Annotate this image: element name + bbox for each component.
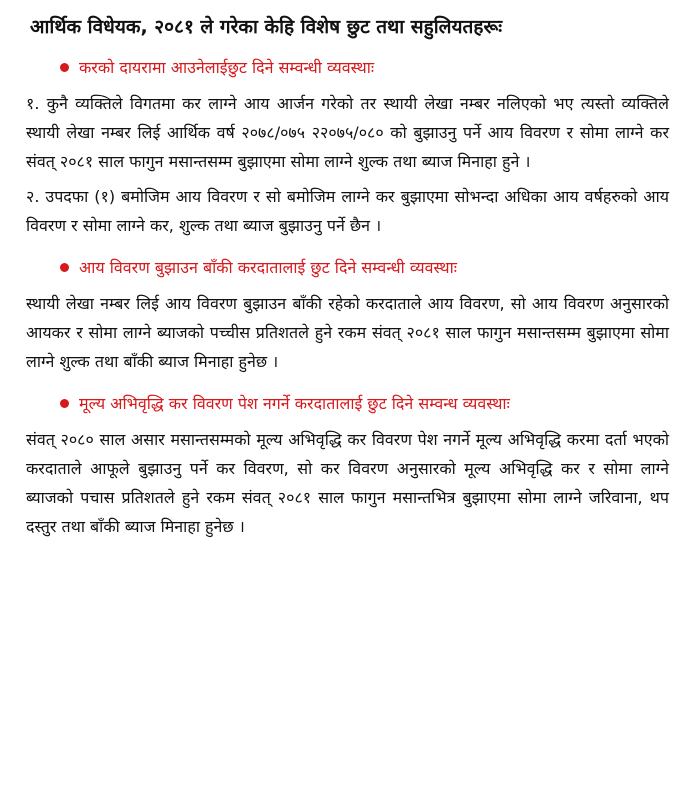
bullet-icon (60, 263, 69, 272)
paragraph: स्थायी लेखा नम्बर लिई आय विवरण बुझाउन बाँकी रहेको करदाताले आय विवरण, सो आय विवरण अनुसारको आयकर र सोमा लाग्ने ब्याजको पच्चीस प्रतिशतले हुने रकम संवत् २०८१ साल फागुन मसान्तसम्म बुझाएमा सोमा लाग्ने शुल्क तथा बाँकी ब्याज मिनाहा हुनेछ । (26, 294, 669, 371)
section-tax-net-exemption (26, 54, 669, 240)
bullet-icon (60, 63, 69, 72)
section-heading (60, 54, 669, 81)
section-heading-text: करको दायरामा आउनेलाईछुट दिने सम्वन्धी व्यवस्थाः (79, 58, 375, 77)
bullet-icon (60, 399, 69, 408)
section-heading-text: मूल्य अभिवृद्धि कर विवरण पेश नगर्ने करदातालाई छुट दिने सम्वन्ध व्यवस्थाः (79, 394, 510, 413)
section-heading (60, 390, 669, 417)
section-heading-text: आय विवरण बुझाउन बाँकी करदातालाई छुट दिने सम्वन्धी व्यवस्थाः (79, 258, 457, 277)
paragraph: १. कुनै व्यक्तिले विगतमा कर लाग्ने आय आर्जन गरेको तर स्थायी लेखा नम्बर नलिएको भए त्यस्तो व्यक्तिले स्थायी लेखा नम्बर लिई आर्थिक वर्ष २०७८/०७५ २२०७५/०८० को बुझाउनु पर्ने आय विवरण र सोमा लाग्ने कर संवत् २०८१ साल फागुन मसान्तसम्म बुझाएमा सोमा लाग्ने शुल्क तथा ब्याज मिनाहा हुने । (26, 94, 669, 171)
section-income-return-exemption (26, 254, 669, 376)
document-title: आर्थिक विधेयक, २०८१ ले गरेका केहि विशेष छुट तथा सहुलियतहरूः (30, 16, 503, 38)
section-vat-return-exemption (26, 390, 669, 541)
paragraph: २. उपदफा (१) बमोजिम आय विवरण र सो बमोजिम लाग्ने कर बुझाएमा सोभन्दा अधिका आय वर्षहरुको आय विवरण र सोमा लाग्ने कर, शुल्क तथा ब्याज बुझाउनु पर्ने छैन । (26, 187, 669, 235)
section-heading (60, 254, 669, 281)
paragraph: संवत् २०८० साल असार मसान्तसम्मको मूल्य अभिवृद्धि कर विवरण पेश नगर्ने मूल्य अभिवृद्धि करमा दर्ता भएको करदाताले आफूले बुझाउनु पर्ने कर विवरण, सो कर विवरण अनुसारको मूल्य अभिवृद्धि कर र सोमा लाग्ने ब्याजको पचास प्रतिशतले हुने रकम संवत् २०८१ साल फागुन मसान्तभित्र बुझाएमा सोमा लाग्ने जरिवाना, थप दस्तुर तथा बाँकी ब्याज मिनाहा हुनेछ । (26, 430, 669, 536)
